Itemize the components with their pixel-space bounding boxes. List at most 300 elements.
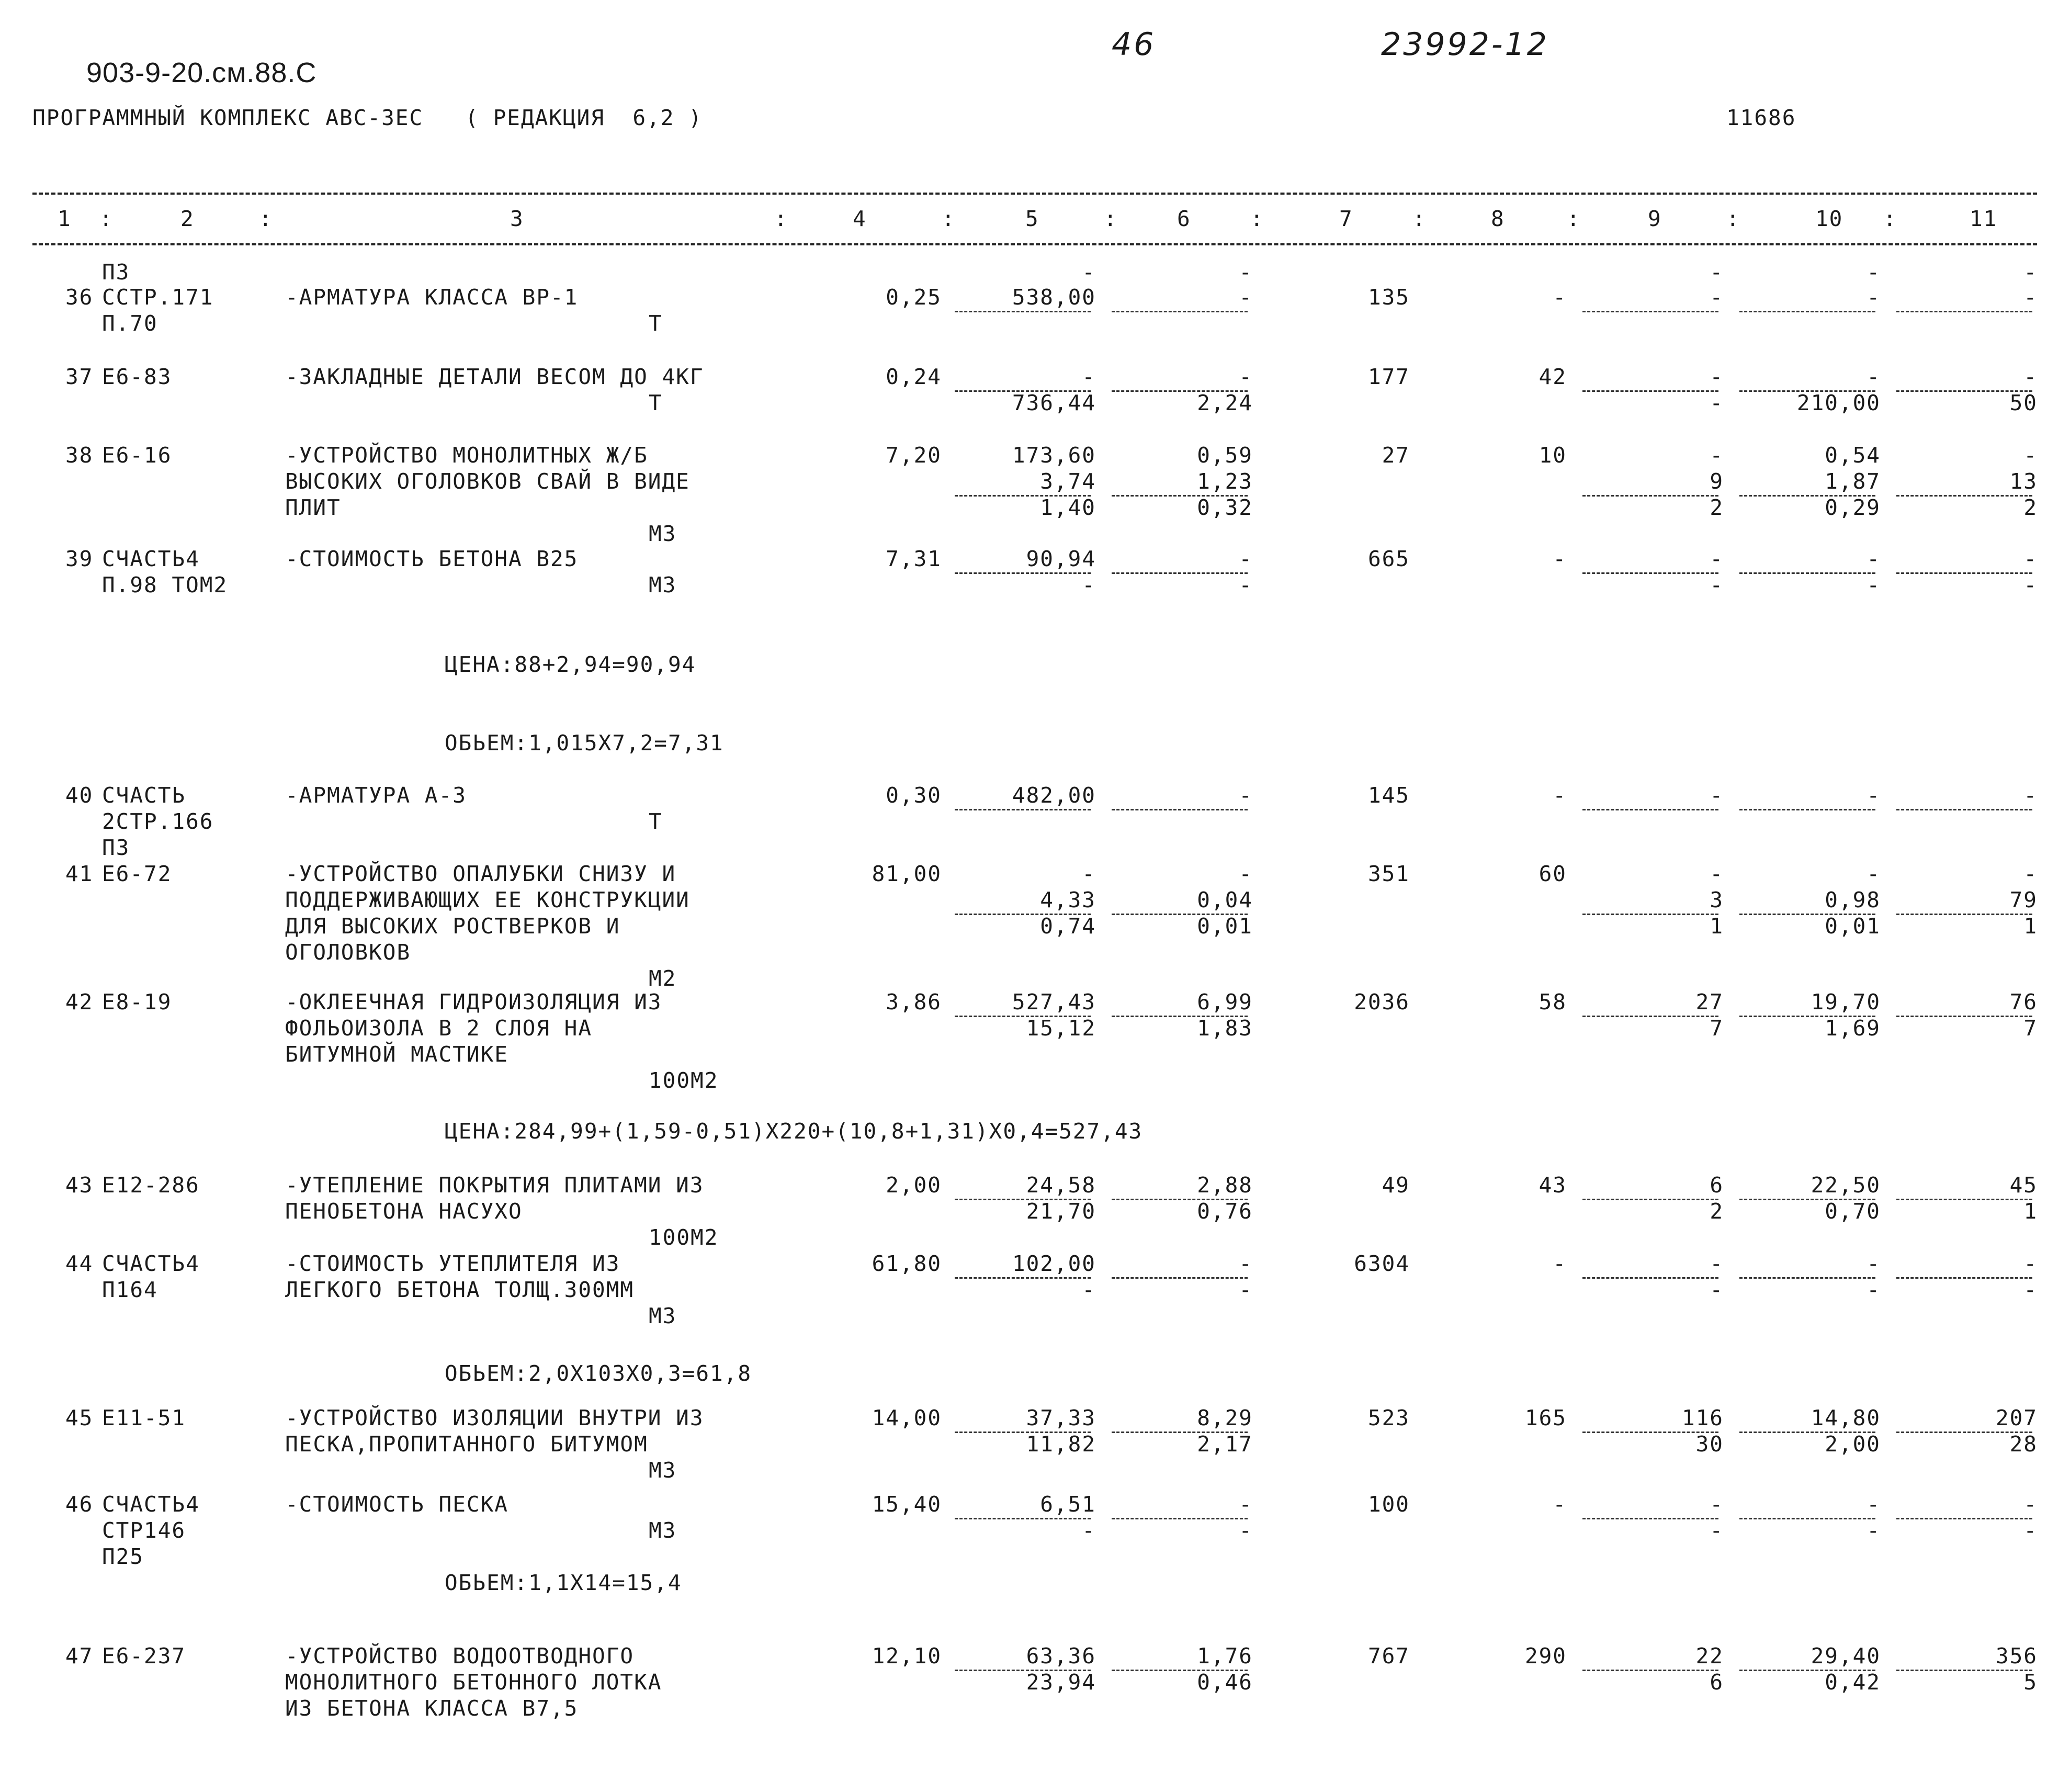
cost-cell-c6: 2,24 — [1197, 390, 1253, 415]
norm-code: Е6-16 — [102, 443, 172, 468]
work-description: -УСТРОЙСТВО ВОДООТВОДНОГО — [285, 1643, 635, 1669]
cost-cell-c6: 0,46 — [1197, 1670, 1253, 1695]
wages-total: 42 — [1539, 364, 1567, 389]
row-number: 43 — [65, 1173, 94, 1198]
cost-cell-c9: 3 — [1710, 887, 1724, 912]
cost-cell-c11: - — [2023, 260, 2038, 285]
cost-cell-c9: 6 — [1710, 1173, 1724, 1198]
work-description: -УТЕПЛЕНИЕ ПОКРЫТИЯ ПЛИТАМИ ИЗ — [285, 1173, 704, 1198]
cost-cell-c11: - — [2023, 1251, 2038, 1276]
cost-cell-c6: 0,59 — [1197, 443, 1253, 468]
cell-divider-rule — [955, 809, 1091, 810]
row-number: 46 — [65, 1492, 94, 1517]
cost-cell-c5: 538,00 — [1012, 285, 1096, 310]
cell-divider-rule — [1739, 1432, 1875, 1433]
cell-divider-rule — [1112, 1670, 1248, 1671]
cost-cell-c9: 27 — [1695, 989, 1724, 1015]
cost-cell-c5: - — [1082, 572, 1096, 598]
cost-cell-c10: 19,70 — [1811, 989, 1881, 1015]
wages-total: - — [1553, 1251, 1567, 1276]
cost-cell-c10: - — [1867, 260, 1881, 285]
cost-cell-c5: 90,94 — [1026, 546, 1096, 571]
cost-cell-c11: 207 — [1995, 1405, 2038, 1430]
cell-divider-rule — [1896, 1518, 2032, 1519]
row-number: 44 — [65, 1251, 94, 1276]
cell-divider-rule — [955, 1199, 1091, 1200]
cost-cell-c10: - — [1867, 783, 1881, 808]
cost-cell-c9: - — [1710, 572, 1724, 598]
cost-cell-c10: 0,01 — [1825, 914, 1881, 939]
cost-cell-c9: - — [1710, 364, 1724, 389]
cost-cell-c6: - — [1239, 285, 1253, 310]
column-header: 1 — [58, 206, 72, 231]
quantity: 3,86 — [886, 989, 942, 1015]
unit-of-measure: Т — [649, 809, 663, 834]
cost-cell-c6: 1,83 — [1197, 1016, 1253, 1041]
column-separator: : — [1883, 206, 1897, 231]
work-description: -СТОИМОСТЬ УТЕПЛИТЕЛЯ ИЗ — [285, 1251, 620, 1276]
norm-code: Е12-286 — [102, 1173, 200, 1198]
cost-cell-c5: 21,70 — [1026, 1199, 1096, 1224]
cell-divider-rule — [1896, 1016, 2032, 1017]
cost-cell-c9: - — [1710, 861, 1724, 886]
cell-divider-rule — [1739, 1199, 1875, 1200]
cost-cell-c6: 0,04 — [1197, 887, 1253, 912]
work-description: ИЗ БЕТОНА КЛАССА В7,5 — [285, 1696, 579, 1721]
cost-cell-c5: - — [1082, 861, 1096, 886]
total-cost: 523 — [1367, 1405, 1410, 1430]
cost-cell-c10: - — [1867, 861, 1881, 886]
cell-divider-rule — [1582, 572, 1718, 574]
norm-code: ССТР.171 — [102, 285, 214, 310]
wages-total: 60 — [1539, 861, 1567, 886]
cell-divider-rule — [1896, 1432, 2032, 1433]
work-description: -СТОИМОСТЬ БЕТОНА В25 — [285, 546, 579, 571]
work-description: ЛЕГКОГО БЕТОНА ТОЛЩ.300ММ — [285, 1277, 635, 1302]
cell-divider-rule — [1112, 572, 1248, 574]
cost-cell-c11: 50 — [2009, 390, 2038, 415]
total-cost: 49 — [1382, 1173, 1410, 1198]
cost-cell-c5: 1,40 — [1040, 495, 1096, 520]
calculation-note: ЦЕНА:88+2,94=90,94 — [445, 652, 696, 677]
cell-divider-rule — [955, 1016, 1091, 1017]
cost-cell-c11: - — [2023, 285, 2038, 310]
wages-total: - — [1553, 1492, 1567, 1517]
cost-cell-c5: 63,36 — [1026, 1643, 1096, 1669]
cost-cell-c9: 6 — [1710, 1670, 1724, 1695]
reference-number: 23992-12 — [1381, 26, 1549, 63]
cost-cell-c5: 3,74 — [1040, 469, 1096, 494]
cell-divider-rule — [1112, 809, 1248, 810]
cost-cell-c5: 102,00 — [1012, 1251, 1096, 1276]
cell-divider-rule — [1582, 809, 1718, 810]
unit-of-measure: М3 — [649, 521, 677, 546]
cost-cell-c11: 5 — [2023, 1670, 2038, 1695]
cell-divider-rule — [1896, 390, 2032, 392]
row-number: 38 — [65, 443, 94, 468]
cost-cell-c10: - — [1867, 1518, 1881, 1543]
cost-cell-c10: 14,80 — [1811, 1405, 1881, 1430]
work-description: БИТУМНОЙ МАСТИКЕ — [285, 1042, 508, 1067]
cost-cell-c6: - — [1239, 1277, 1253, 1302]
unit-of-measure: 100М2 — [649, 1225, 719, 1250]
cell-divider-rule — [1582, 1670, 1718, 1671]
row-number: 42 — [65, 989, 94, 1015]
wages-total: - — [1553, 546, 1567, 571]
total-cost: 100 — [1367, 1492, 1410, 1517]
cost-cell-c9: - — [1710, 390, 1724, 415]
cost-cell-c5: 482,00 — [1012, 783, 1096, 808]
cost-cell-c9: 22 — [1695, 1643, 1724, 1669]
unit-of-measure: М3 — [649, 1458, 677, 1483]
cost-cell-c6: - — [1239, 861, 1253, 886]
work-description: -УСТРОЙСТВО ИЗОЛЯЦИИ ВНУТРИ ИЗ — [285, 1405, 704, 1430]
column-header: 9 — [1648, 206, 1662, 231]
cost-cell-c5: 11,82 — [1026, 1432, 1096, 1457]
column-separator: : — [1412, 206, 1427, 231]
work-description: ПЕСКА,ПРОПИТАННОГО БИТУМОМ — [285, 1432, 648, 1457]
cost-cell-c6: 6,99 — [1197, 989, 1253, 1015]
row-number: 47 — [65, 1643, 94, 1669]
column-separator: : — [99, 206, 114, 231]
cost-cell-c5: - — [1082, 1518, 1096, 1543]
page-number: 46 — [1112, 26, 1156, 63]
cost-cell-c5: 15,12 — [1026, 1016, 1096, 1041]
wages-total: 43 — [1539, 1173, 1567, 1198]
total-cost: 2036 — [1354, 989, 1410, 1015]
cell-divider-rule — [955, 390, 1091, 392]
cell-divider-rule — [1739, 1670, 1875, 1671]
cell-divider-rule — [1896, 495, 2032, 497]
cell-divider-rule — [1582, 390, 1718, 392]
column-separator: : — [1250, 206, 1264, 231]
work-description: -СТОИМОСТЬ ПЕСКА — [285, 1492, 508, 1517]
calculation-note: ЦЕНА:284,99+(1,59-0,51)Х220+(10,8+1,31)Х0,4=527,43 — [445, 1119, 1143, 1144]
norm-code: П25 — [102, 1544, 144, 1569]
cost-cell-c10: 29,40 — [1811, 1643, 1881, 1669]
cell-divider-rule — [1112, 1199, 1248, 1200]
cell-divider-rule — [1739, 1518, 1875, 1519]
wages-total: 165 — [1524, 1405, 1567, 1430]
norm-code: Е6-237 — [102, 1643, 186, 1669]
work-description: ОГОЛОВКОВ — [285, 940, 411, 965]
work-description: ПОДДЕРЖИВАЮЩИХ ЕЕ КОНСТРУКЦИИ — [285, 887, 690, 912]
work-description: -ЗАКЛАДНЫЕ ДЕТАЛИ ВЕСОМ ДО 4КГ — [285, 364, 704, 389]
unit-of-measure: М3 — [649, 572, 677, 598]
cost-cell-c9: - — [1710, 443, 1724, 468]
cost-cell-c11: - — [2023, 783, 2038, 808]
wages-total: 58 — [1539, 989, 1567, 1015]
work-description: ПЛИТ — [285, 495, 341, 520]
work-description: -УСТРОЙСТВО МОНОЛИТНЫХ Ж/Б — [285, 443, 648, 468]
norm-code: СЧАСТЬ4 — [102, 1492, 200, 1517]
cell-divider-rule — [1896, 311, 2032, 312]
cell-divider-rule — [1582, 1432, 1718, 1433]
norm-code: П164 — [102, 1277, 158, 1302]
cost-cell-c10: - — [1867, 1251, 1881, 1276]
quantity: 0,30 — [886, 783, 942, 808]
cost-cell-c5: - — [1082, 260, 1096, 285]
cost-cell-c10: 22,50 — [1811, 1173, 1881, 1198]
cost-cell-c11: 7 — [2023, 1016, 2038, 1041]
norm-code: П.98 ТОМ2 — [102, 572, 228, 598]
quantity: 2,00 — [886, 1173, 942, 1198]
quantity: 0,24 — [886, 364, 942, 389]
cost-cell-c11: - — [2023, 546, 2038, 571]
column-header: 5 — [1025, 206, 1039, 231]
row-number: 40 — [65, 783, 94, 808]
cost-cell-c10: - — [1867, 1492, 1881, 1517]
column-header: 10 — [1815, 206, 1843, 231]
row-number: 45 — [65, 1405, 94, 1430]
cost-cell-c6: 2,17 — [1197, 1432, 1253, 1457]
cell-divider-rule — [955, 914, 1091, 915]
cell-divider-rule — [1739, 1277, 1875, 1279]
cost-cell-c11: 1 — [2023, 1199, 2038, 1224]
unit-of-measure: Т — [649, 390, 663, 415]
cell-divider-rule — [1739, 809, 1875, 810]
work-description: -ОКЛЕЕЧНАЯ ГИДРОИЗОЛЯЦИЯ ИЗ — [285, 989, 662, 1015]
cell-divider-rule — [1112, 1518, 1248, 1519]
cost-cell-c9: 2 — [1710, 1199, 1724, 1224]
cost-cell-c10: 0,98 — [1825, 887, 1881, 912]
cost-cell-c11: - — [2023, 1277, 2038, 1302]
norm-code: П3 — [102, 260, 130, 285]
cost-cell-c11: - — [2023, 364, 2038, 389]
cell-divider-rule — [1112, 1277, 1248, 1279]
norm-code: Е8-19 — [102, 989, 172, 1015]
cost-cell-c10: 0,54 — [1825, 443, 1881, 468]
column-header: 11 — [1970, 206, 1998, 231]
total-cost: 6304 — [1354, 1251, 1410, 1276]
column-separator: : — [774, 206, 788, 231]
cost-cell-c11: 79 — [2009, 887, 2038, 912]
total-cost: 145 — [1367, 783, 1410, 808]
cost-cell-c6: - — [1239, 364, 1253, 389]
cost-cell-c11: - — [2023, 861, 2038, 886]
cost-cell-c5: 6,51 — [1040, 1492, 1096, 1517]
cost-cell-c9: - — [1710, 1518, 1724, 1543]
norm-code: СТР146 — [102, 1518, 186, 1543]
column-separator: : — [1104, 206, 1118, 231]
cost-cell-c6: 1,23 — [1197, 469, 1253, 494]
cell-divider-rule — [1739, 495, 1875, 497]
cost-cell-c10: - — [1867, 285, 1881, 310]
calculation-note: ОБЬЕМ:2,0Х103Х0,3=61,8 — [445, 1361, 752, 1386]
total-cost: 177 — [1367, 364, 1410, 389]
total-cost: 665 — [1367, 546, 1410, 571]
work-description: МОНОЛИТНОГО БЕТОННОГО ЛОТКА — [285, 1670, 662, 1695]
quantity: 0,25 — [886, 285, 942, 310]
cell-divider-rule — [1739, 572, 1875, 574]
work-description: ПЕНОБЕТОНА НАСУХО — [285, 1199, 523, 1224]
cost-cell-c9: 9 — [1710, 469, 1724, 494]
cost-cell-c6: 0,01 — [1197, 914, 1253, 939]
cost-cell-c11: 356 — [1995, 1643, 2038, 1669]
cost-cell-c6: 0,32 — [1197, 495, 1253, 520]
norm-code: П3 — [102, 835, 130, 860]
norm-code: Е6-83 — [102, 364, 172, 389]
wages-total: 10 — [1539, 443, 1567, 468]
cell-divider-rule — [1112, 495, 1248, 497]
cost-cell-c9: - — [1710, 783, 1724, 808]
cost-cell-c5: 173,60 — [1012, 443, 1096, 468]
quantity: 14,00 — [872, 1405, 942, 1430]
cost-cell-c5: - — [1082, 364, 1096, 389]
quantity: 15,40 — [872, 1492, 942, 1517]
work-description: ФОЛЬОИЗОЛА В 2 СЛОЯ НА — [285, 1016, 593, 1041]
cell-divider-rule — [1582, 1518, 1718, 1519]
cell-divider-rule — [1582, 1277, 1718, 1279]
column-separator: : — [942, 206, 956, 231]
cost-cell-c6: 8,29 — [1197, 1405, 1253, 1430]
cost-cell-c9: - — [1710, 1251, 1724, 1276]
norm-code: СЧАСТЬ4 — [102, 546, 200, 571]
cost-cell-c6: - — [1239, 260, 1253, 285]
cost-cell-c10: 210,00 — [1796, 390, 1881, 415]
cost-cell-c9: - — [1710, 1492, 1724, 1517]
column-separator: : — [1567, 206, 1581, 231]
cost-cell-c11: 76 — [2009, 989, 2038, 1015]
wages-total: - — [1553, 783, 1567, 808]
cost-cell-c10: 0,29 — [1825, 495, 1881, 520]
column-header: 2 — [180, 206, 195, 231]
cost-cell-c9: - — [1710, 1277, 1724, 1302]
quantity: 7,20 — [886, 443, 942, 468]
cell-divider-rule — [1582, 1199, 1718, 1200]
row-number: 37 — [65, 364, 94, 389]
cost-cell-c10: - — [1867, 546, 1881, 571]
cost-cell-c10: 0,42 — [1825, 1670, 1881, 1695]
cost-cell-c11: 28 — [2009, 1432, 2038, 1457]
cost-cell-c11: 45 — [2009, 1173, 2038, 1198]
cell-divider-rule — [1582, 311, 1718, 312]
cell-divider-rule — [955, 572, 1091, 574]
cell-divider-rule — [955, 1432, 1091, 1433]
cost-cell-c9: - — [1710, 260, 1724, 285]
cell-divider-rule — [955, 1518, 1091, 1519]
cost-cell-c6: - — [1239, 572, 1253, 598]
total-cost: 351 — [1367, 861, 1410, 886]
cell-divider-rule — [1739, 311, 1875, 312]
calculation-note: ОБЬЕМ:1,1Х14=15,4 — [445, 1570, 682, 1595]
cost-cell-c9: - — [1710, 546, 1724, 571]
cell-divider-rule — [955, 311, 1091, 312]
cost-cell-c11: 2 — [2023, 495, 2038, 520]
cost-cell-c5: 0,74 — [1040, 914, 1096, 939]
cell-divider-rule — [955, 1670, 1091, 1671]
cost-cell-c6: - — [1239, 1251, 1253, 1276]
cost-cell-c10: 1,87 — [1825, 469, 1881, 494]
quantity: 61,80 — [872, 1251, 942, 1276]
cost-cell-c10: 2,00 — [1825, 1432, 1881, 1457]
cost-cell-c9: 7 — [1710, 1016, 1724, 1041]
cost-cell-c9: 30 — [1695, 1432, 1724, 1457]
column-header: 7 — [1339, 206, 1353, 231]
cell-divider-rule — [1739, 1016, 1875, 1017]
cost-cell-c10: 0,70 — [1825, 1199, 1881, 1224]
cost-cell-c9: - — [1710, 285, 1724, 310]
norm-code: П.70 — [102, 311, 158, 336]
cost-cell-c5: 24,58 — [1026, 1173, 1096, 1198]
cell-divider-rule — [1896, 1670, 2032, 1671]
column-header: 6 — [1177, 206, 1191, 231]
cost-cell-c5: 37,33 — [1026, 1405, 1096, 1430]
cell-divider-rule — [1896, 1277, 2032, 1279]
norm-code: СЧАСТЬ4 — [102, 1251, 200, 1276]
unit-of-measure: М2 — [649, 966, 677, 991]
cost-cell-c10: - — [1867, 572, 1881, 598]
cell-divider-rule — [1739, 914, 1875, 915]
cost-cell-c9: 1 — [1710, 914, 1724, 939]
cost-cell-c10: - — [1867, 364, 1881, 389]
cost-cell-c11: 1 — [2023, 914, 2038, 939]
cost-cell-c11: - — [2023, 443, 2038, 468]
cost-cell-c11: - — [2023, 1518, 2038, 1543]
cost-cell-c5: 4,33 — [1040, 887, 1096, 912]
wages-total: - — [1553, 285, 1567, 310]
cell-divider-rule — [1112, 1016, 1248, 1017]
calculation-note: ОБЬЕМ:1,015Х7,2=7,31 — [445, 730, 724, 756]
sheet-id: 11686 — [1726, 105, 1796, 130]
document-code: 903-9-20.см.88.С — [86, 57, 317, 88]
cell-divider-rule — [955, 495, 1091, 497]
quantity: 81,00 — [872, 861, 942, 886]
cell-divider-rule — [1582, 914, 1718, 915]
cell-divider-rule — [1582, 495, 1718, 497]
unit-of-measure: Т — [649, 311, 663, 336]
cost-cell-c10: 1,69 — [1825, 1016, 1881, 1041]
norm-code: 2СТР.166 — [102, 809, 214, 834]
cost-cell-c5: 23,94 — [1026, 1670, 1096, 1695]
cost-cell-c6: - — [1239, 1492, 1253, 1517]
cell-divider-rule — [1896, 914, 2032, 915]
row-number: 39 — [65, 546, 94, 571]
norm-code: СЧАСТЬ — [102, 783, 186, 808]
work-description: -АРМАТУРА КЛАССА ВР-1 — [285, 285, 579, 310]
cell-divider-rule — [1112, 1432, 1248, 1433]
row-number: 36 — [65, 285, 94, 310]
norm-code: Е11-51 — [102, 1405, 186, 1430]
cell-divider-rule — [1112, 914, 1248, 915]
total-cost: 135 — [1367, 285, 1410, 310]
quantity: 7,31 — [886, 546, 942, 571]
cost-cell-c11: 13 — [2009, 469, 2038, 494]
cost-cell-c6: 2,88 — [1197, 1173, 1253, 1198]
cost-cell-c5: 527,43 — [1012, 989, 1096, 1015]
unit-of-measure: М3 — [649, 1303, 677, 1328]
cell-divider-rule — [1112, 311, 1248, 312]
column-separator: : — [259, 206, 273, 231]
norm-code: Е6-72 — [102, 861, 172, 886]
work-description: ВЫСОКИХ ОГОЛОВКОВ СВАЙ В ВИДЕ — [285, 469, 690, 494]
cost-cell-c11: - — [2023, 1492, 2038, 1517]
cost-cell-c6: 0,76 — [1197, 1199, 1253, 1224]
quantity: 12,10 — [872, 1643, 942, 1669]
unit-of-measure: М3 — [649, 1518, 677, 1543]
cell-divider-rule — [1896, 1199, 2032, 1200]
column-header: 8 — [1491, 206, 1505, 231]
cell-divider-rule — [1739, 390, 1875, 392]
cost-cell-c9: 116 — [1681, 1405, 1724, 1430]
cost-cell-c6: - — [1239, 1518, 1253, 1543]
wages-total: 290 — [1524, 1643, 1567, 1669]
cost-cell-c11: - — [2023, 572, 2038, 598]
cost-cell-c6: 1,76 — [1197, 1643, 1253, 1669]
cell-divider-rule — [1582, 1016, 1718, 1017]
total-cost: 27 — [1382, 443, 1410, 468]
column-header: 4 — [853, 206, 867, 231]
